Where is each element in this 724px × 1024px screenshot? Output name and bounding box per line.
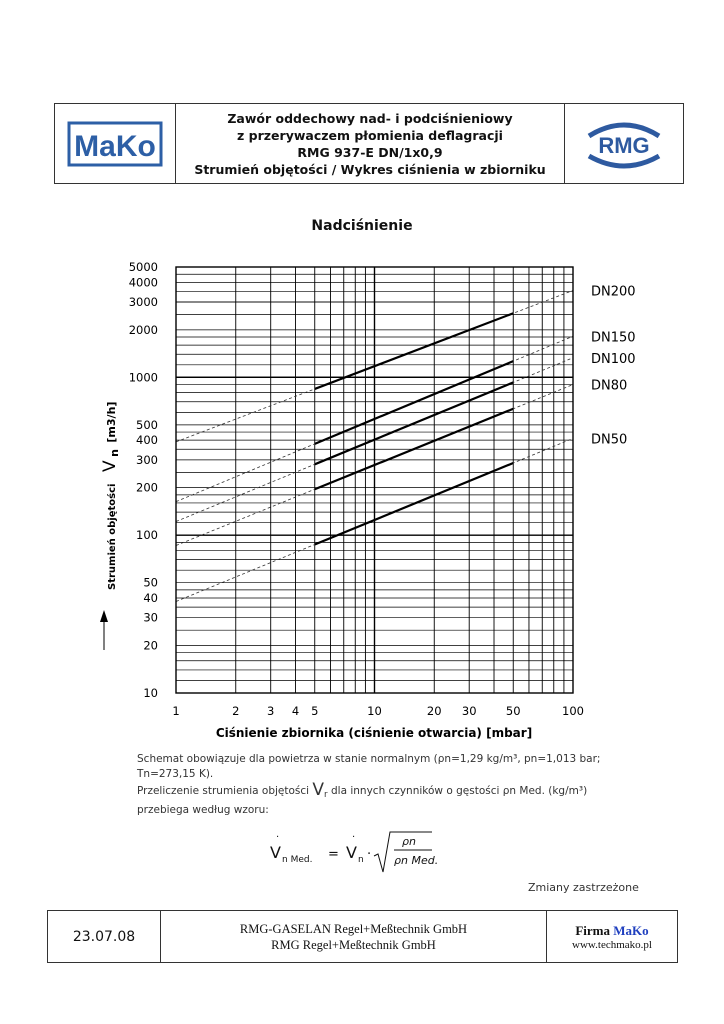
formula-rhs-sub: n	[358, 855, 364, 865]
series-label-dn200: DN200	[591, 284, 636, 300]
series-labels	[591, 284, 636, 447]
x-tick-label: 50	[505, 704, 521, 718]
y-tick-label: 200	[136, 480, 158, 495]
website-link[interactable]: www.techmako.pl	[572, 938, 652, 951]
rmg-logo	[579, 116, 669, 172]
mako-logo-cell	[55, 104, 176, 183]
company-line-2: RMG Regel+Meßtechnik GmbH	[271, 937, 436, 952]
y-tick-label: 10	[143, 686, 158, 700]
firm-mako: MaKo	[613, 922, 649, 938]
formula-denominator: ρn Med.	[394, 854, 439, 867]
y-tick-label: 100	[136, 528, 158, 543]
header-box	[54, 103, 684, 184]
rmg-logo-cell	[565, 104, 683, 183]
formula-mult: ·	[367, 847, 372, 862]
x-tick-label: 5	[311, 704, 319, 718]
x-tick-label: 30	[461, 704, 477, 718]
series-dn100-solid	[315, 382, 514, 464]
firm-name	[575, 923, 648, 939]
y-tick-label: 3000	[128, 295, 158, 310]
note-line-2: Tn=273,15 K).	[137, 768, 214, 780]
y-tick-label: 40	[143, 590, 158, 605]
note-line-3-sub: r	[324, 790, 328, 801]
y-axis-arrow-icon	[100, 610, 108, 650]
note-line-3b: dla innych czynników o gęstości ρn Med. (kg/m³)	[331, 785, 588, 797]
x-axis-label: Ciśnienie zbiornika (ciśnienie otwarcia) [mbar]	[215, 726, 533, 740]
series-dn150-solid	[315, 361, 514, 444]
company-names	[161, 911, 547, 962]
y-tick-label: 30	[143, 610, 158, 625]
formula-lhs: V	[270, 843, 281, 862]
title-line-2: z przerywaczem płomienia deflagracji	[237, 127, 503, 143]
x-tick-label: 3	[267, 704, 275, 718]
y-tick-label: 4000	[128, 275, 158, 290]
series-label-dn50: DN50	[591, 432, 628, 448]
x-tick-label: 100	[562, 704, 584, 718]
note-line-3-symbol: V	[312, 780, 325, 800]
x-tick-label: 20	[426, 704, 442, 718]
series-dn50-solid	[315, 463, 514, 545]
y-tick-label: 1000	[128, 370, 158, 385]
title-line-3: RMG 937-E DN/1x0,9	[297, 144, 443, 160]
formula-rhs-dot-icon: ·	[352, 832, 356, 843]
formula-numerator: ρn	[402, 835, 416, 848]
x-tick-label: 1	[172, 704, 180, 718]
footer-box	[47, 910, 678, 963]
conversion-formula	[270, 828, 470, 878]
formula-lhs-sub: n Med.	[282, 855, 313, 865]
x-tick-labels	[172, 704, 584, 718]
y-axis-label	[100, 402, 121, 590]
document-date: 23.07.08	[48, 911, 161, 962]
note-line-1: Schemat obowiązuje dla powietrza w stanie normalnym (ρn=1,29 kg/m³, pn=1,013 bar;	[137, 753, 601, 765]
formula-lhs-dot-icon: ·	[276, 832, 280, 843]
chart-title: Nadciśnienie	[311, 218, 413, 234]
series-label-dn150: DN150	[591, 330, 636, 346]
company-line-1: RMG-GASELAN Regel+Meßtechnik GmbH	[239, 921, 468, 936]
rmg-logo-text: RMG	[598, 132, 650, 158]
firm-box	[547, 911, 677, 962]
chart-grid	[176, 267, 573, 693]
y-axis-label-unit: [m3/h]	[105, 401, 118, 443]
y-tick-label: 5000	[128, 260, 158, 274]
y-tick-label: 50	[143, 575, 158, 590]
note-line-3	[137, 782, 617, 803]
changes-reserved: Zmiany zastrzeżone	[528, 881, 639, 894]
title-line-4: Strumień objętości / Wykres ciśnienia w zbiorniku	[194, 161, 546, 177]
formula-equals: =	[328, 847, 339, 862]
y-tick-label: 2000	[128, 322, 158, 337]
y-axis-label-sub: n	[108, 449, 121, 457]
mako-logo-text: MaKo	[74, 129, 156, 163]
formula-rhs: V	[346, 843, 357, 862]
document-title	[176, 104, 565, 183]
note-line-4: przebiega według wzoru:	[137, 804, 269, 817]
series-label-dn80: DN80	[591, 378, 628, 394]
y-axis-label-prefix: Strumień objętości	[107, 483, 118, 590]
pressure-flow-chart	[0, 250, 724, 745]
notes	[137, 752, 617, 818]
x-tick-label: 4	[291, 704, 300, 718]
series-label-dn100: DN100	[591, 351, 636, 367]
y-tick-label: 400	[136, 433, 158, 448]
y-tick-label: 20	[143, 638, 158, 653]
y-tick-labels	[129, 260, 158, 700]
y-axis-label-symbol: V	[100, 460, 120, 473]
mako-logo	[67, 120, 163, 168]
firm-prefix: Firma	[575, 922, 614, 938]
x-tick-label: 10	[367, 704, 382, 718]
x-tick-label: 2	[232, 704, 240, 718]
note-line-3a: Przeliczenie strumienia objętości	[137, 785, 310, 797]
y-tick-label: 300	[136, 452, 158, 467]
title-line-1: Zawór oddechowy nad- i podciśnieniowy	[227, 110, 513, 126]
svg-text:Strumień objętości V	[100, 402, 121, 590]
y-tick-label: 500	[136, 417, 158, 432]
